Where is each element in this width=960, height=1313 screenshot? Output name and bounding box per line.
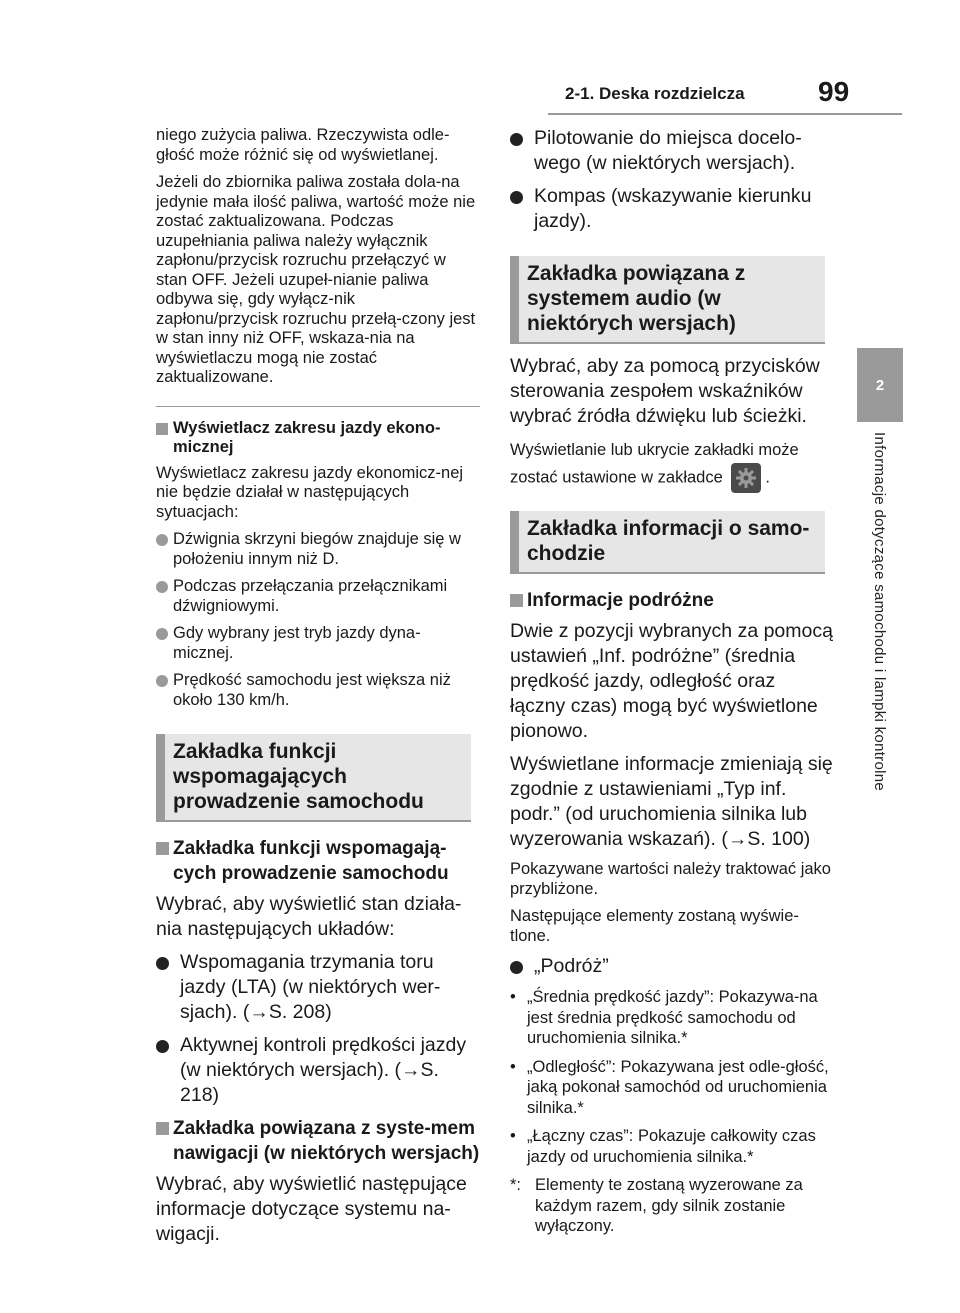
list-item: Aktywnej kontroli prędkości jazdy (w niektórych wersjach). (→S. 218): [156, 1033, 480, 1108]
list-item: Podczas przełączania przełącznikami dźwigniowymi.: [156, 577, 480, 616]
square-bullet-icon: [156, 1122, 169, 1135]
bullet-icon: [156, 581, 168, 593]
paragraph: Wybrać, aby wyświetlić stan działa-nia następujących układów:: [156, 893, 462, 940]
footnote: *: Elementy te zostaną wyzerowane za każdym razem, gdy silnik zostanie wyłączony.: [510, 1176, 803, 1235]
footnote-mark: *:: [510, 1176, 522, 1194]
subsection-heading: Informacje podróżne: [510, 588, 834, 613]
subsection-heading: Wyświetlacz zakresu jazdy ekono-micznej: [156, 419, 480, 458]
bullet-icon: [156, 957, 169, 970]
list-item: Dźwignia skrzyni biegów znajduje się w położeniu innym niż D.: [156, 530, 480, 569]
section-title: 2-1. Deska rozdzielcza: [565, 84, 745, 103]
paragraph: niego zużycia paliwa. Rzeczywista odle-głość może różnić się od wyświetlanej.: [156, 126, 450, 164]
paragraph: Pokazywane wartości należy traktować jako przybliżone.: [510, 860, 831, 898]
list-item: Kompas (wskazywanie kierunku jazdy).: [510, 184, 834, 234]
header-divider: [548, 113, 902, 115]
paragraph: Wybrać, aby wyświetlić następujące informacje dotyczące systemu na-wigacji.: [156, 1173, 467, 1245]
bullet-icon: [156, 675, 168, 687]
list-item: • „Łączny czas”: Pokazuje całkowity czas jazdy od uruchomienia silnika.*: [510, 1127, 816, 1166]
subsection-heading: Zakładka funkcji wspomagają-cych prowadzenie samochodu: [156, 836, 480, 886]
list-item: Wspomagania trzymania toru jazdy (LTA) (w niektórych wer-sjach). (→S. 208): [156, 950, 480, 1025]
paragraph: Następujące elementy zostaną wyświe-tlone.: [510, 907, 799, 945]
gear-icon: [731, 463, 761, 493]
right-column: [510, 126, 834, 1245]
section-box: Zakładka powiązana z systemem audio (w niektórych wersjach): [510, 256, 825, 344]
chapter-tab-number: 2: [875, 376, 885, 394]
section-box: Zakładka informacji o samo-chodzie: [510, 511, 825, 574]
bullet-icon: [510, 133, 523, 146]
divider: [156, 406, 480, 407]
section-box: Zakładka funkcji wspomagających prowadzenie samochodu: [156, 734, 471, 822]
list-item: Gdy wybrany jest tryb jazdy dyna-micznej.: [156, 624, 480, 663]
bullet-icon: [156, 1040, 169, 1053]
paragraph: Dwie z pozycji wybranych za pomocą ustawień „Inf. podróżne” (średnia prędkość jazdy, odległość oraz łączny czas) mogą być wyświetlone pionowo.: [510, 620, 833, 742]
list-item: • „Odległość”: Pokazywana jest odle-głość, jaką pokonał samochód od uruchomienia silnika.*: [510, 1057, 829, 1117]
paragraph: Wyświetlanie lub ukrycie zakładki może zostać ustawione w zakładce .: [510, 437, 834, 493]
left-column: [156, 126, 480, 1255]
paragraph: Wybrać, aby za pomocą przycisków sterowania zespołem wskaźników wybrać źródła dźwięku lub ścieżki.: [510, 355, 820, 427]
paragraph: Jeżeli do zbiornika paliwa została dola-na jedynie mała ilość paliwa, wartość może nie zostać zaktualizowana. Podczas uzupełniania paliwa należy wyłącznik zapłonu/przycisk rozruchu przełączyć w stan OFF. Jeżeli uzupeł-nianie paliwa odbywa się, gdy wyłącz-nik zapłonu/przycisk rozruchu przełą-czony jest w stan inny niż OFF, wskaza-nia na wyświetlaczu mogą nie zostać zaktualizowane.: [156, 173, 476, 386]
list-item: Pilotowanie do miejsca docelo-wego (w niektórych wersjach).: [510, 126, 834, 176]
list-item: Prędkość samochodu jest większa niż około 130 km/h.: [156, 671, 480, 710]
square-bullet-icon: [510, 594, 523, 607]
paragraph: Wyświetlacz zakresu jazdy ekonomicz-nej nie będzie działał w następujących sytuacjach:: [156, 463, 464, 521]
subsection-heading: Zakładka powiązana z syste-mem nawigacji (w niektórych wersjach): [156, 1116, 480, 1166]
bullet-icon: [156, 628, 168, 640]
list-item: • „Średnia prędkość jazdy”: Pokazywa-na jest średnia prędkość samochodu od uruchomienia silnika.*: [510, 988, 818, 1047]
square-bullet-icon: [156, 423, 168, 435]
chapter-title: Informacje dotyczące samochodu i lampki kontrolne: [871, 432, 888, 792]
paragraph: Wyświetlane informacje zmieniają się zgodnie z ustawieniami „Typ inf. podr.” (od uruchomienia silnika lub wyzerowania wskazań). (→S. 100): [510, 753, 833, 850]
bullet-icon: [510, 191, 523, 204]
bullet-icon: [510, 961, 523, 974]
list-item: „Podróż”: [510, 954, 834, 979]
page-number: 99: [818, 76, 850, 107]
square-bullet-icon: [156, 842, 169, 855]
bullet-icon: [156, 534, 168, 546]
chapter-tab: [857, 348, 903, 422]
